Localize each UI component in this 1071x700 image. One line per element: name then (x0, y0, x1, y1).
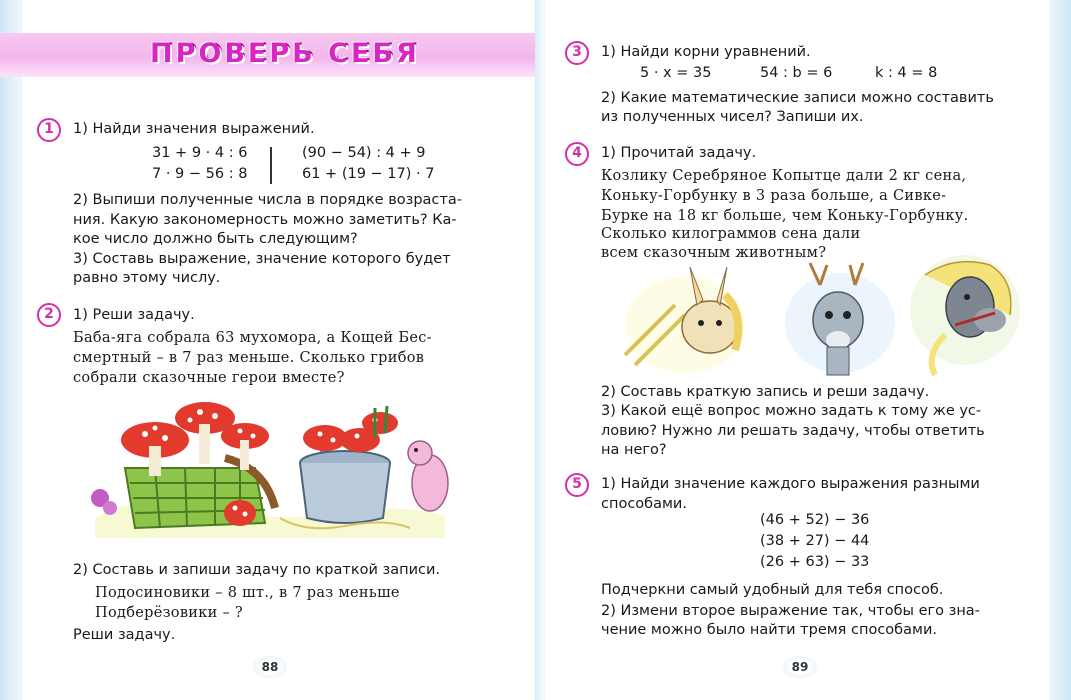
task-number-badge: 3 (565, 41, 589, 65)
task3-q2-line1: 2) Какие математические записи можно составить (601, 90, 994, 106)
task4-story-line1: Козлику Серебряное Копытце дали 2 кг сена, (601, 168, 967, 184)
equation-1: 5 · x = 35 (640, 65, 712, 81)
task4-q1: 1) Прочитай задачу. (601, 145, 757, 161)
page-number: 89 (783, 656, 817, 678)
task2-story-line2: смертный – в 7 раз меньше. Сколько грибов (73, 350, 425, 366)
task1-q3-line2: равно этому числу. (73, 270, 221, 286)
task-number-badge: 2 (37, 303, 61, 327)
page-title: ПРОВЕРЬ СЕБЯ (150, 38, 420, 69)
task5-q1-line1: 1) Найди значение каждого выражения разными (601, 476, 980, 492)
task4-story-line5: всем сказочным животным? (601, 245, 827, 261)
animals-illustration (605, 255, 1025, 380)
short-note-line2: Подберёзовики – ? (95, 605, 244, 621)
short-note-line1: Подосиновики – 8 шт., в 7 раз меньше (95, 585, 400, 601)
task4-q3-line3: на него? (601, 442, 667, 458)
expr-divider (270, 147, 272, 184)
left-edge-decoration (0, 0, 22, 700)
task-number-badge: 1 (37, 118, 61, 142)
expr-5b: (38 + 27) − 44 (760, 533, 870, 549)
task1-q2-line3: кое число должно быть следующим? (73, 231, 358, 247)
task4-q3-line2: ловию? Нужно ли решать задачу, чтобы ответить (601, 423, 985, 439)
expr-1d: 61 + (19 − 17) · 7 (302, 166, 435, 182)
task4-q3-line1: 3) Какой ещё вопрос можно задать к тому же ус- (601, 403, 982, 419)
expr-1c: (90 − 54) : 4 + 9 (302, 145, 426, 161)
task1-q2-line2: ния. Какую закономерность можно заметить? Ка- (73, 212, 457, 228)
task5-q2-line2: чение можно было найти тремя способами. (601, 622, 937, 638)
expr-5a: (46 + 52) − 36 (760, 512, 870, 528)
equation-2: 54 : b = 6 (760, 65, 833, 81)
task-number-badge: 5 (565, 473, 589, 497)
right-page (545, 0, 1071, 700)
expr-1b: 7 · 9 − 56 : 8 (152, 166, 248, 182)
right-edge-decoration (1049, 0, 1071, 700)
page-number: 88 (253, 656, 287, 678)
task4-q2: 2) Составь краткую запись и реши задачу. (601, 384, 930, 400)
task4-story-line3: Бурке на 18 кг больше, чем Коньку-Горбунку. (601, 208, 969, 224)
task2-story-line3: собрали сказочные герои вместе? (73, 370, 345, 386)
task2-q1: 1) Реши задачу. (73, 307, 195, 323)
deer-illustration (785, 263, 895, 375)
task5-q1-line2: способами. (601, 496, 687, 512)
task1-q2-line1: 2) Выпиши полученные числа в порядке возраста- (73, 192, 462, 208)
mushroom-illustration (75, 398, 455, 538)
task5-underline: Подчеркни самый удобный для тебя способ. (601, 582, 944, 598)
expr-1a: 31 + 9 · 4 : 6 (152, 145, 248, 161)
task2-q2: 2) Составь и запиши задачу по краткой записи. (73, 562, 441, 578)
task1-q3-line1: 3) Составь выражение, значение которого будет (73, 251, 451, 267)
task4-story-line4: Сколько килограммов сена дали (601, 226, 861, 242)
equation-3: k : 4 = 8 (875, 65, 938, 81)
horse-illustration (910, 255, 1020, 375)
task2-solve: Реши задачу. (73, 627, 176, 643)
task5-q2-line1: 2) Измени второе выражение так, чтобы его зна- (601, 603, 980, 619)
task4-story-line2: Коньку-Горбунку в 3 раза больше, а Сивке- (601, 188, 947, 204)
task2-story-line1: Баба-яга собрала 63 мухомора, а Кощей Бес- (73, 330, 432, 346)
task3-q2-line2: из полученных чисел? Запиши их. (601, 109, 864, 125)
task-number-badge: 4 (565, 142, 589, 166)
task1-q1: 1) Найди значения выражений. (73, 121, 315, 137)
goat-illustration (625, 267, 745, 373)
task3-q1: 1) Найди корни уравнений. (601, 44, 811, 60)
expr-5c: (26 + 63) − 33 (760, 554, 870, 570)
